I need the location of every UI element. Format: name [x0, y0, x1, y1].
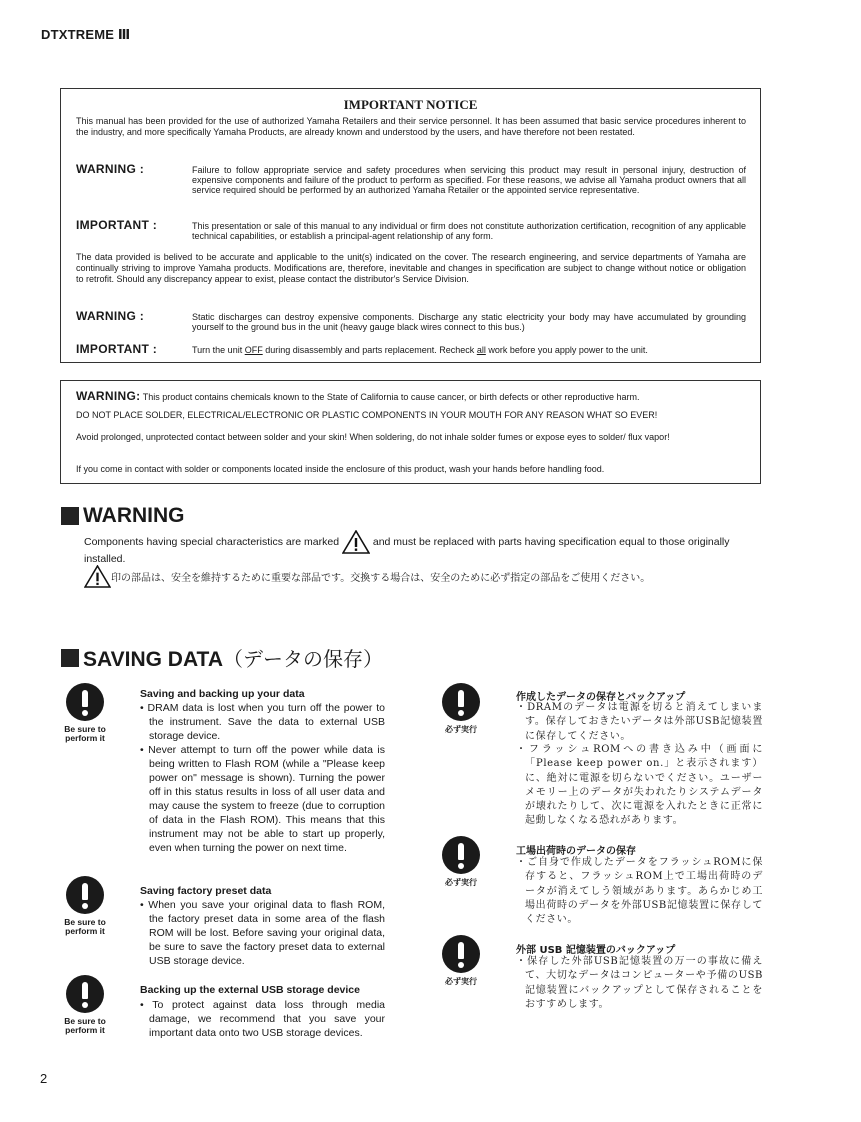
important-text-1: This presentation or sale of this manual to any individual or firm does not constitute authorization certification, recognition of any applicable technical capabilities, or establish a principal-agent relationship of any form.	[192, 221, 746, 241]
saving-backing-bullet-2: • Never attempt to turn off the power while data is being written to Flash ROM (while a "Please keep power on" message is shown). Turning the power off in this status results in loss of all user data and may cause the system to freeze (due to corruption of data in the Flash ROM). This means that this instrument may not be able to start up properly, even when turning the power on next time.	[140, 744, 385, 854]
exclamation-icon	[66, 975, 104, 1013]
jp-saving-bullet-1: ・DRAMのデータは電源を切ると消えてしまいます。保存しておきたいデータは外部USB記憶装置に保存してください。	[516, 702, 763, 742]
california-line-2: DO NOT PLACE SOLDER, ELECTRICAL/ELECTRONIC OR PLASTIC COMPONENTS IN YOUR MOUTH FOR ANY REASON WHAT SO EVER!	[76, 410, 658, 420]
warning-section-text-jp: 印の部品は、安全を維持するために重要な部品です。交換する場合は、安全のために必ず指定の部品をご使用ください。	[84, 565, 650, 588]
exclamation-icon	[442, 836, 480, 874]
jp-saving-bullet-2: ・フラッシュROMへの書き込み中（画面に「Please keep power on.」と表示されます）に、絶対に電源を切らないでください。ユーザーメモリー上のデータが失われたりシステムデータが壊れたりして、次に電源を入れたときに正常に起動しなくなる恐れがあります。	[516, 744, 763, 827]
warning-label-1: WARNING :	[76, 162, 145, 176]
exclamation-icon	[66, 683, 104, 721]
california-line-4: If you come in contact with solder or components located inside the enclosure of this product, wash your hands before handling food.	[76, 464, 605, 474]
factory-preset-title: Saving factory preset data	[140, 885, 272, 897]
important-label-2: IMPORTANT :	[76, 342, 158, 356]
saving-backing-bullet-1: • DRAM data is lost when you turn off the power to the instrument. Save the data to external USB storage device.	[140, 702, 385, 742]
warning-text-1: Failure to follow appropriate service and safety procedures when servicing this product may result in personal injury, destruction of expensive components and failure of the product to perform as specified. For these reasons, we advise all Yamaha product owners that all service required should be performed by an authorized Yamaha Retailer or the appointed service representative.	[192, 165, 746, 195]
jp-factory-bullet: ・ご自身で作成したデータをフラッシュROMに保存すると、フラッシュROM上で工場出荷時のデータが消えてしう領域があります。あらかじめ工場出荷時のデータを外部USB記憶装置に保存してください。	[516, 857, 763, 926]
caution-triangle-icon	[84, 565, 111, 588]
saving-backing-title: Saving and backing up your data	[140, 688, 305, 700]
jp-factory-title: 工場出荷時のデータの保存	[516, 846, 636, 857]
warning-section-text: Components having special characteristics are marked and must be replaced with parts having specification equal to those originally installed.	[84, 530, 744, 565]
all-emphasis: all	[476, 345, 486, 355]
notice-title: IMPORTANT NOTICE	[343, 97, 478, 112]
section-marker-icon	[61, 507, 79, 525]
important-label-1: IMPORTANT :	[76, 218, 158, 232]
important-text-2: Turn the unit OFF during disassembly and parts replacement. Recheck all work before you apply power to the unit.	[192, 345, 648, 355]
caution-triangle-icon	[342, 530, 370, 554]
usb-backup-bullet: • To protect against data loss through media damage, we recommend that you save your important data onto two USB storage devices.	[140, 999, 385, 1039]
jp-badge-1: 必ず実行	[432, 683, 490, 734]
be-sure-badge-3: Be sure to perform it	[56, 975, 114, 1035]
jp-usb-bullet: ・保存した外部USB記憶装置の万一の事故に備えて、大切なデータはコンピューターや予備のUSB記憶装置にバックアップとして保存されることをおすすめします。	[516, 956, 763, 1010]
exclamation-icon	[442, 935, 480, 973]
usb-backup-title: Backing up the external USB storage device	[140, 984, 360, 996]
jp-saving-title: 作成したデータの保存とバックアップ	[516, 692, 686, 703]
data-accuracy-text: The data provided is belived to be accurate and applicable to the unit(s) indicated on the cover. The research engineering, and service departments of Yamaha are continually striving to improve Yamaha products. Modifications are, therefore, inevitable and changes in specification are subject to change without notice or obligation to retrofit. Should any discrepancy appear to exist, please contact the distributor's Service Division.	[76, 252, 746, 284]
jp-badge-3: 必ず実行	[432, 935, 490, 986]
warning-label-2: WARNING :	[76, 309, 145, 323]
section-marker-icon	[61, 649, 79, 667]
warning-section-heading: WARNING	[61, 504, 185, 528]
california-warning-label: WARNING:	[76, 389, 141, 403]
document-model-header: DTXTREME Ⅲ	[41, 27, 131, 42]
saving-data-heading: SAVING DATA（データの保存）	[61, 643, 383, 672]
california-line-3: Avoid prolonged, unprotected contact between solder and your skin! When soldering, do not inhale solder fumes or expose eyes to solder/ flux vapor!	[76, 432, 670, 442]
jp-usb-title: 外部 USB 記憶装置のバックアップ	[516, 945, 676, 956]
jp-badge-2: 必ず実行	[432, 836, 490, 887]
california-warning-box	[60, 380, 761, 484]
exclamation-icon	[66, 876, 104, 914]
california-line-1: WARNING: This product contains chemicals known to the State of California to cause cancer, or birth defects or other reproductive harm.	[76, 389, 640, 403]
page-number: 2	[40, 1071, 48, 1086]
be-sure-badge-1: Be sure to perform it	[56, 683, 114, 743]
factory-preset-bullet: • When you save your original data to flash ROM, the factory preset data in some area of the flash ROM will be lost. Before saving your original data, be sure to save the factory preset data to external USB storage device.	[140, 899, 385, 967]
important-notice-box	[60, 88, 761, 363]
exclamation-icon	[442, 683, 480, 721]
notice-intro: This manual has been provided for the use of authorized Yamaha Retailers and their service personnel. It has been assumed that basic service procedures inherent to the industry, and more specifically Yamaha Products, are already known and understood by the users, and have therefore not been restated.	[76, 116, 746, 137]
warning-text-2: Static discharges can destroy expensive components. Discharge any static electricity your body may have accumulated by grounding yourself to the ground bus in the unit (heavy gauge black wires connect to this bus.)	[192, 312, 746, 332]
be-sure-badge-2: Be sure to perform it	[56, 876, 114, 936]
off-emphasis: OFF	[244, 345, 263, 355]
